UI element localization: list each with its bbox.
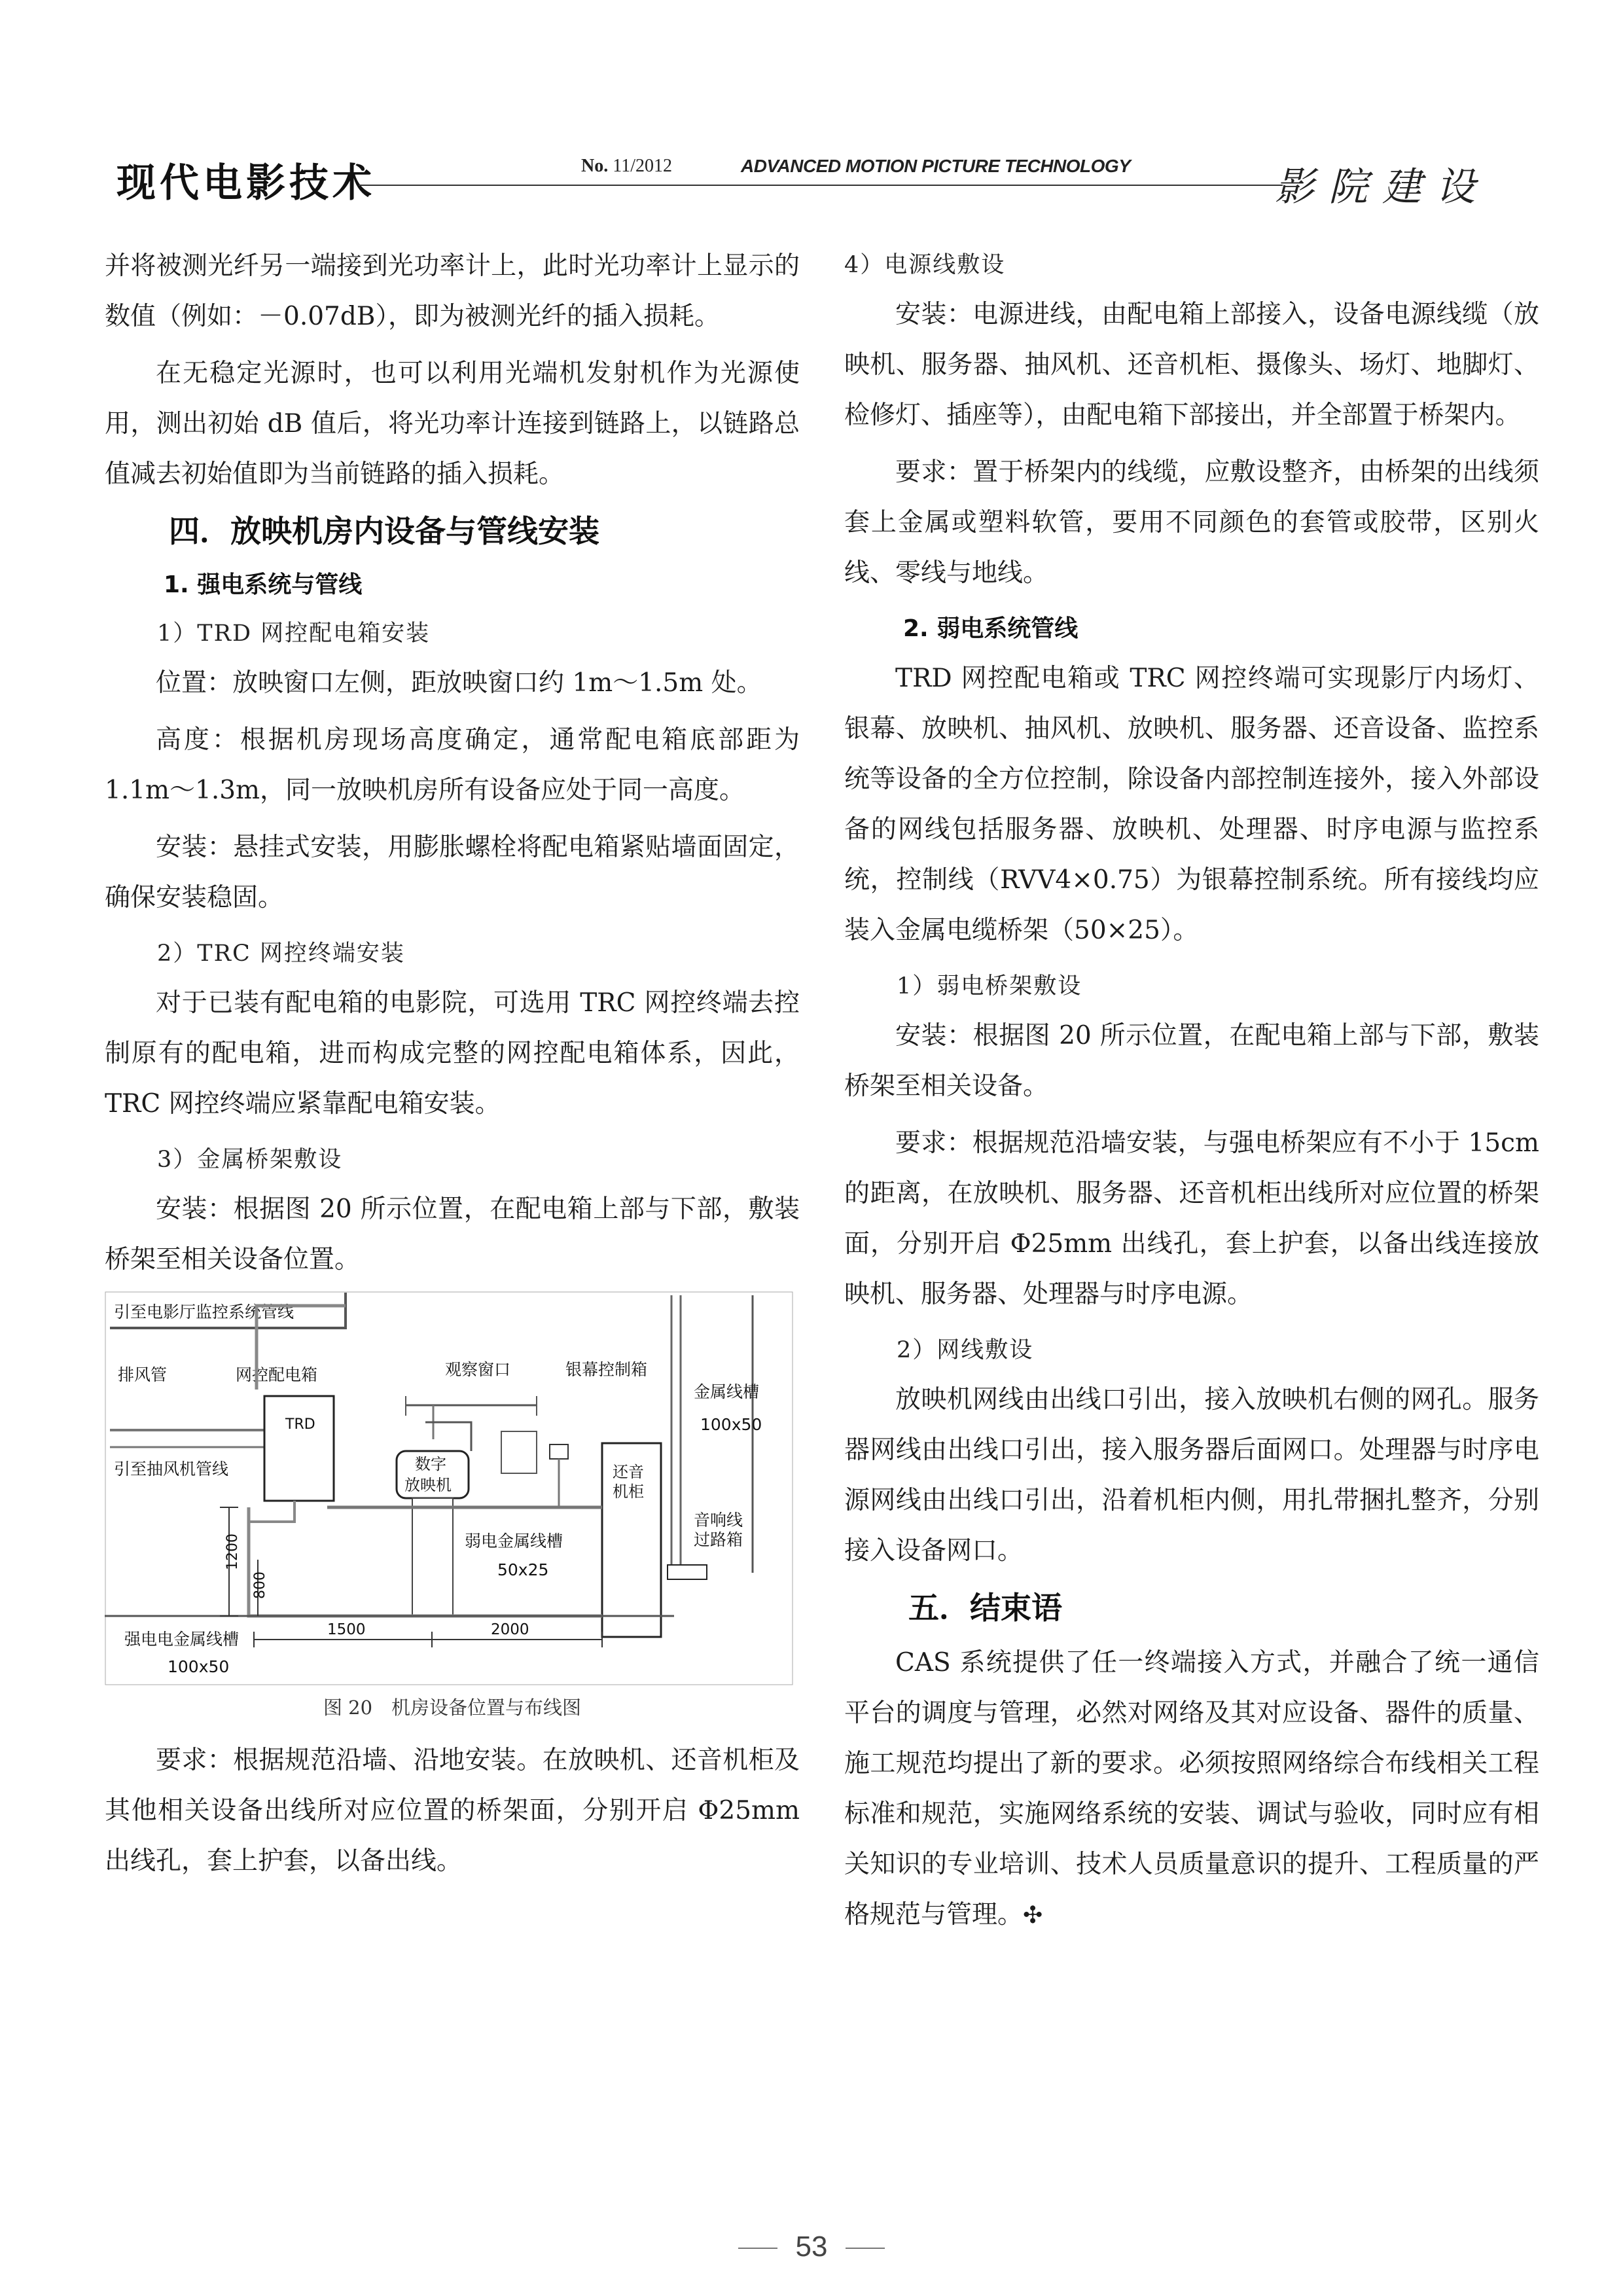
label-audio-2: 机柜 [613, 1482, 644, 1501]
paragraph: 位置：放映窗口左侧，距放映窗口约 1m～1.5m 处。 [156, 668, 762, 698]
label-window: 观察窗口 [445, 1360, 511, 1379]
paragraph [844, 1638, 1539, 1941]
right-column [844, 241, 1539, 1947]
left-column [105, 241, 800, 1893]
dim-1200: 1200 [224, 1534, 241, 1570]
page-number-value: 53 [795, 2231, 828, 2263]
header-rule [359, 185, 1283, 186]
paragraph: 并将被测光纤另一端接到光功率计上，此时光功率计上显示的数值（例如：－0.07dB），即为被测光纤的插入损耗。 [105, 251, 800, 331]
figure-caption: 图 20 机房设备位置与布线图 [323, 1696, 582, 1719]
screen-ctrl-box [550, 1444, 568, 1459]
sub-subsection-heading: 4）电源线敷设 [844, 252, 1006, 278]
speaker-box [668, 1565, 707, 1579]
paragraph: TRD 网控配电箱或 TRC 网控终端可实现影厅内场灯、银幕、放映机、抽风机、放映机、服务器、还音设备、监控系统等设备的全方位控制，除设备内部控制连接外，接入外部设备的网线包括服务器、放映机、处理器、时序电源与监控系统，控制线（RVV4×0.75）为银幕控制系统。所有接线均应装入金属电缆桥架（50×25）。 [844, 664, 1539, 945]
label-trough-size: 100x50 [700, 1415, 762, 1434]
label-screen-ctrl: 银幕控制箱 [565, 1360, 648, 1379]
subsection-heading: 1. 强电系统与管线 [164, 571, 363, 598]
label-trd: TRD [285, 1416, 315, 1433]
issue-number [576, 156, 677, 177]
paragraph: 安装：悬挂式安装，用膨胀螺栓将配电箱紧贴墙面固定，确保安装稳固。 [105, 833, 800, 912]
trd-box [264, 1396, 334, 1501]
label-speaker-1: 音响线 [694, 1511, 743, 1530]
conclusion-text: CAS 系统提供了任一终端接入方式，并融合了统一通信平台的调度与管理，必然对网络及其对应设备、器件的质量、施工规范均提出了新的要求。必须按照网络综合布线相关工程标准和规范，实施网络系统的安装、调试与验收，同时应有相关知识的专业培训、技术人员质量意识的提升、工程质量的严格规范与管理。 [844, 1648, 1539, 1929]
paragraph: 高度：根据机房现场高度确定，通常配电箱底部距为 1.1m～1.3m，同一放映机房所有设备应处于同一高度。 [105, 725, 800, 805]
issue-date: 11/2012 [613, 156, 672, 176]
page-header [0, 0, 1623, 216]
label-weak-size: 50x25 [497, 1560, 549, 1579]
section-heading-5: 五．结束语 [908, 1590, 1062, 1626]
sub-subsection-heading: 1）弱电桥架敷设 [897, 973, 1082, 999]
paragraph: 要求：根据规范沿墙安装，与强电桥架应有不小于 15cm 的距离，在放映机、服务器、还音机柜出线所对应位置的桥架面，分别开启 Φ25mm 出线孔，套上护套，以备出线连接放映机、服务器、处理器与时序电源。 [844, 1128, 1539, 1309]
page-number-dash-left [738, 2248, 777, 2249]
paragraph: 安装：电源进线，由配电箱上部接入，设备电源线缆（放映机、服务器、抽风机、还音机柜、摄像头、场灯、地脚灯、检修灯、插座等），由配电箱下部接出，并全部置于桥架内。 [844, 300, 1539, 430]
end-mark: ✣ [1023, 1902, 1043, 1929]
label-metal-trough: 金属线槽 [694, 1382, 760, 1401]
label-exhaust: 排风管 [118, 1365, 168, 1384]
paragraph: 安装：根据图 20 所示位置，在配电箱上部与下部，敷装桥架至相关设备。 [844, 1021, 1539, 1101]
journal-title-cn: 现代电影技术 [116, 160, 376, 206]
page-number-dash-right [846, 2248, 885, 2249]
paragraph: 对于已装有配电箱的电影院，可选用 TRC 网控终端去控制原有的配电箱，进而构成完整的网控配电箱体系，因此，TRC 网控终端应紧靠配电箱安装。 [105, 988, 800, 1119]
label-speaker-2: 过路箱 [694, 1530, 743, 1549]
label-to-fan: 引至抽风机管线 [114, 1460, 229, 1479]
figure-20-diagram [105, 1291, 793, 1685]
sub-subsection-heading: 1）TRD 网控配电箱安装 [157, 620, 431, 647]
paragraph: 在无稳定光源时，也可以利用光端机发射机作为光源使用，测出初始 dB 值后，将光功率计连接到链路上，以链路总值减去初始值即为当前链路的插入损耗。 [105, 359, 800, 489]
label-weak-trough: 弱电金属线槽 [465, 1532, 563, 1551]
paragraph: 要求：置于桥架内的线缆，应敷设整齐，由桥架的出线须套上金属或塑料软管，要用不同颜色的套管或胶带，区别火线、零线与地线。 [844, 457, 1539, 588]
sub-subsection-heading: 2）网线敷设 [897, 1337, 1034, 1363]
paragraph: 安装：根据图 20 所示位置，在配电箱上部与下部，敷装桥架至相关设备位置。 [105, 1194, 800, 1274]
label-dist-box: 网控配电箱 [236, 1365, 318, 1384]
paragraph: 放映机网线由出线口引出，接入放映机右侧的网孔。服务器网线由出线口引出，接入服务器后面网口。处理器与时序电源网线由出线口引出，沿着机柜内侧，用扎带捆扎整齐，分别接入设备网口。 [844, 1385, 1539, 1566]
label-projector-2: 放映机 [404, 1476, 452, 1494]
label-strong-size: 100x50 [168, 1657, 230, 1676]
dim-2000: 2000 [491, 1621, 529, 1638]
label-projector-1: 数字 [415, 1455, 446, 1473]
dim-800: 800 [252, 1571, 268, 1599]
page-number [0, 2231, 1623, 2263]
label-strong-trough: 强电电金属线槽 [124, 1630, 240, 1649]
issue-no-label: No. [581, 156, 609, 176]
paragraph: 要求：根据规范沿墙、沿地安装。在放映机、还音机柜及其他相关设备出线所对应位置的桥架面，分别开启 Φ25mm 出线孔，套上护套，以备出线。 [105, 1746, 800, 1876]
section-name: 影院建设 [1275, 164, 1489, 210]
journal-title-en: ADVANCED MOTION PICTURE TECHNOLOGY [736, 156, 1135, 177]
section-heading-4: 四．放映机房内设备与管线安装 [169, 514, 599, 550]
sub-subsection-heading: 3）金属桥架敷设 [157, 1147, 343, 1173]
dim-1500: 1500 [327, 1621, 366, 1638]
label-audio-1: 还音 [613, 1463, 644, 1481]
subsection-heading: 2. 弱电系统管线 [903, 615, 1079, 642]
sub-subsection-heading: 2）TRC 网控终端安装 [157, 941, 405, 967]
label-monitor-conduit: 引至电影厅监控系统管线 [114, 1302, 294, 1321]
